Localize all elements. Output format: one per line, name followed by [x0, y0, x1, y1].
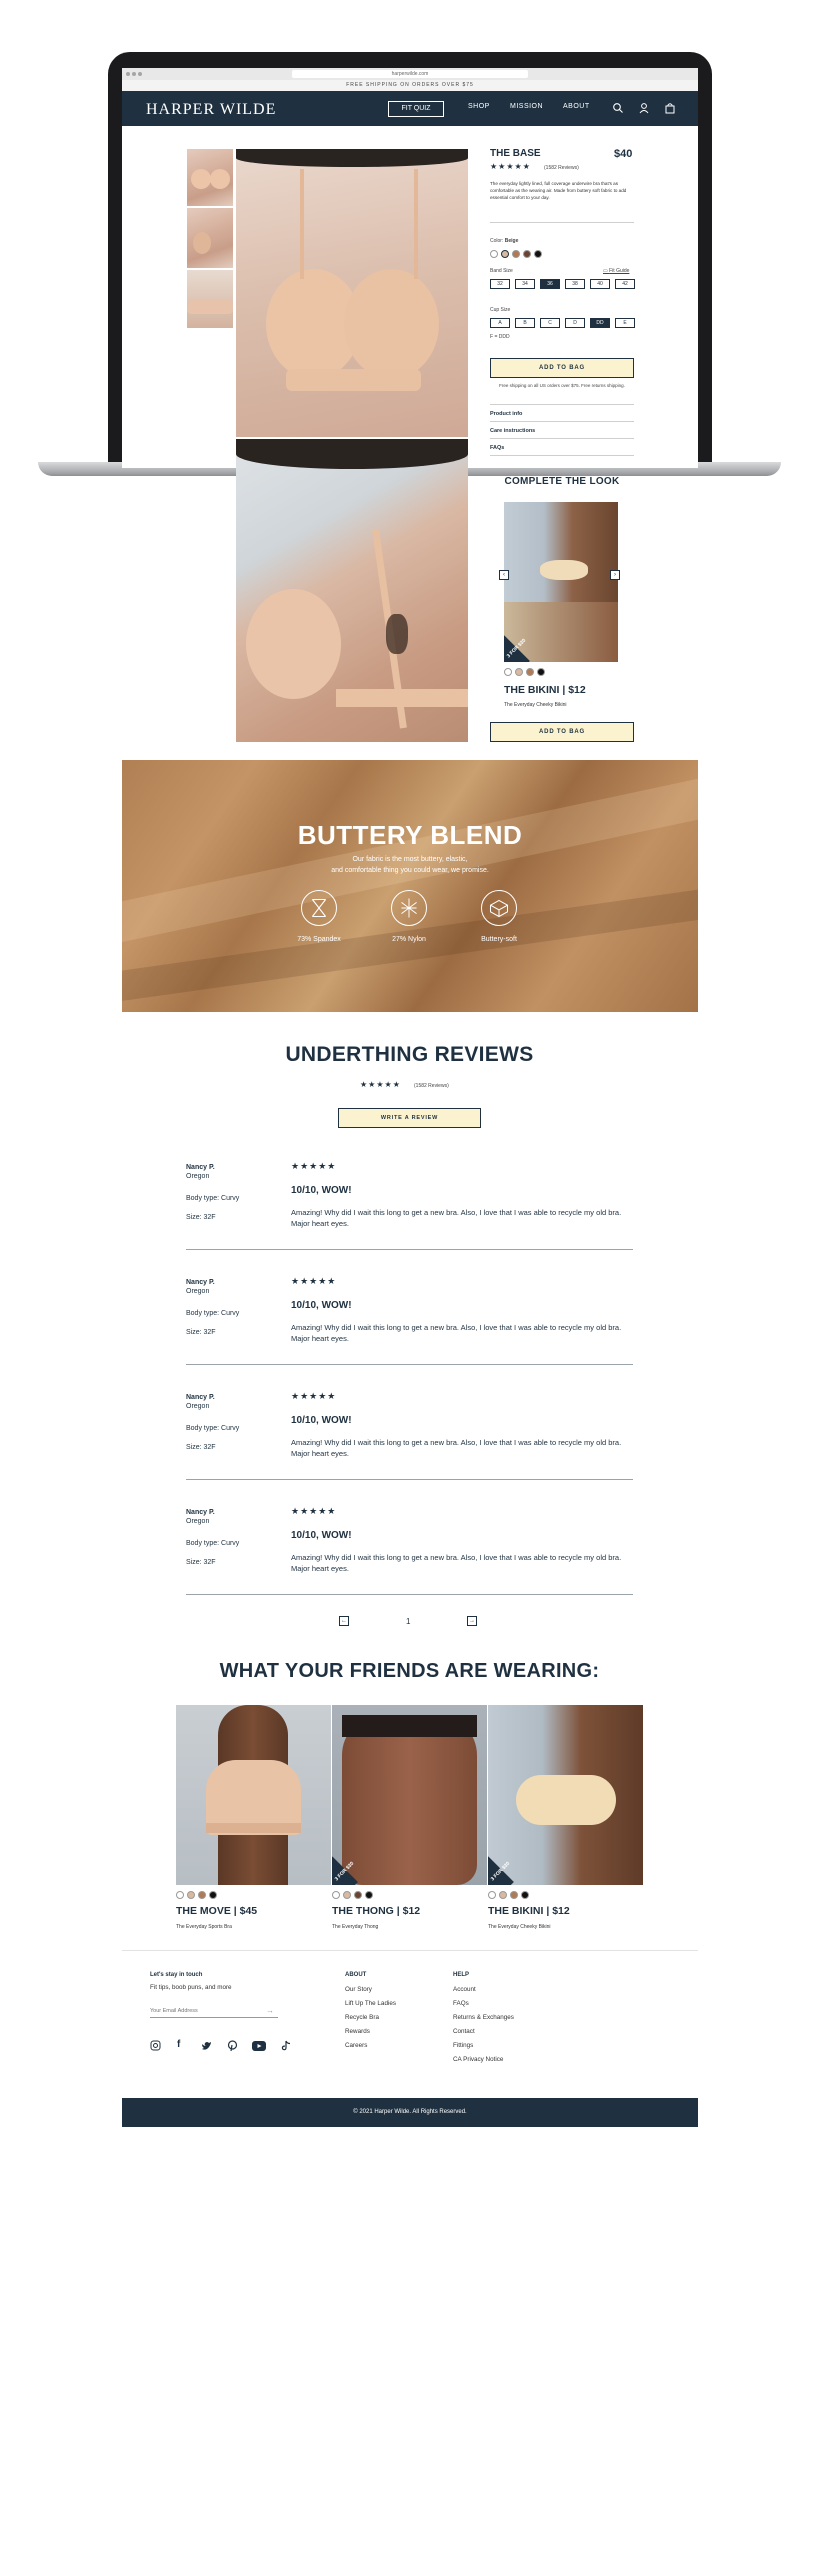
reviews-count: (1582 Reviews)	[414, 1083, 449, 1089]
thumbnail-2[interactable]	[187, 208, 233, 268]
swatch-white[interactable]	[332, 1891, 340, 1899]
swatch-black[interactable]	[534, 250, 542, 258]
review-stars: ★★★★★	[291, 1161, 337, 1171]
cup-size-b[interactable]: B	[515, 318, 535, 328]
facebook-icon[interactable]: f	[177, 2039, 181, 2050]
footer-link-recycle[interactable]: Recycle Bra	[345, 2014, 379, 2021]
reviewer-body-type: Body type: Curvy	[186, 1425, 240, 1432]
reviews-stars: ★★★★★	[360, 1080, 401, 1089]
swatch-brown[interactable]	[354, 1891, 362, 1899]
accordion-faqs[interactable]: FAQs	[490, 445, 505, 451]
reviewer-location: Oregon	[186, 1518, 210, 1525]
cup-size-label: Cup Size	[490, 307, 511, 313]
product-image-front	[236, 149, 468, 437]
shipping-note: Free shipping on all US orders over $75. Free returns shipping.	[499, 383, 625, 388]
band-size-40[interactable]: 40	[590, 279, 610, 289]
nav-shop[interactable]: SHOP	[468, 103, 490, 110]
reviews-title: UNDERTHING REVIEWS	[285, 1043, 534, 1066]
reviewer-body-type: Body type: Curvy	[186, 1195, 240, 1202]
footer-link-fittings[interactable]: Fittings	[453, 2042, 474, 2049]
friend-image-move[interactable]	[176, 1705, 331, 1885]
friend-image-bikini[interactable]	[488, 1705, 643, 1885]
divider	[490, 438, 634, 439]
nav-about[interactable]: ABOUT	[563, 103, 590, 110]
reviewer-location: Oregon	[186, 1403, 210, 1410]
accordion-care-instructions[interactable]: Care instructions	[490, 428, 536, 434]
spandex-icon	[301, 890, 337, 926]
newsletter-title: Let's stay in touch	[150, 1972, 203, 1978]
swatch-beige[interactable]	[343, 1891, 351, 1899]
window-minimize-dot[interactable]	[132, 72, 136, 76]
color-label: Color: Beige	[490, 238, 519, 244]
address-bar[interactable]: harperwilde.com	[292, 70, 528, 78]
pagination-current-page: 1	[406, 1617, 411, 1626]
friend-thong-badge: 3 FOR $30	[333, 1860, 356, 1883]
reviewer-name: Nancy P.	[186, 1279, 215, 1286]
friend-bikini-badge: 3 FOR $30	[489, 1860, 512, 1883]
review-headline: 10/10, WOW!	[291, 1415, 352, 1426]
newsletter-submit-arrow-icon[interactable]: →	[266, 2006, 274, 2015]
reviewer-location: Oregon	[186, 1173, 210, 1180]
color-value: Beige	[504, 238, 519, 244]
swatch-white[interactable]	[488, 1891, 496, 1899]
friend-sub-thong: The Everyday Thong	[332, 1924, 379, 1930]
cup-size-dd[interactable]: DD	[590, 318, 610, 328]
swatch-white[interactable]	[176, 1891, 184, 1899]
carousel-next-arrow-icon[interactable]: ›	[610, 570, 620, 580]
footer-link-careers[interactable]: Careers	[345, 2042, 368, 2049]
reviewer-name: Nancy P.	[186, 1164, 215, 1171]
friends-title: WHAT YOUR FRIENDS ARE WEARING:	[219, 1660, 600, 1682]
friend-name-bikini[interactable]: THE BIKINI | $12	[488, 1905, 570, 1917]
band-size-42[interactable]: 42	[615, 279, 635, 289]
footer-divider	[122, 1950, 698, 1951]
reviewer-size: Size: 32F	[186, 1329, 216, 1336]
footer-link-faqs[interactable]: FAQs	[453, 2000, 469, 2007]
reviewer-name: Nancy P.	[186, 1509, 215, 1516]
swatch-tan[interactable]	[198, 1891, 206, 1899]
review-text: Amazing! Why did I wait this long to get a new bra. Also, I love that I was able to recycle my old bra. Major heart eyes.	[291, 1323, 622, 1343]
nylon-icon	[391, 890, 427, 926]
product-description: The everyday lightly lined, full coverage underwire bra that's as comfortable as the wearing air. Made from buttery soft fabric to add essential comfort to your day.	[490, 181, 627, 200]
divider	[490, 455, 634, 456]
swatch-brown[interactable]	[523, 250, 531, 258]
friend-sub-bikini: The Everyday Cheeky Bikini	[488, 1924, 551, 1930]
complete-the-look-title: COMPLETE THE LOOK	[504, 476, 620, 487]
footer-link-account[interactable]: Account	[453, 1986, 476, 1993]
swatch-tan[interactable]	[526, 668, 534, 676]
accordion-product-info[interactable]: Product info	[490, 411, 523, 417]
reviewer-size: Size: 32F	[186, 1559, 216, 1566]
review-headline: 10/10, WOW!	[291, 1185, 352, 1196]
complete-look-add-to-bag-button[interactable]: ADD TO BAG	[490, 722, 634, 742]
complete-look-image[interactable]	[504, 502, 618, 662]
blend-title: BUTTERY BLEND	[297, 820, 523, 850]
announcement-bar: FREE SHIPPING ON ORDERS OVER $75	[122, 80, 698, 91]
newsletter-subtitle: Fit tips, boob puns, and more	[150, 1984, 232, 1991]
swatch-white[interactable]	[490, 250, 498, 258]
review-headline: 10/10, WOW!	[291, 1530, 352, 1541]
nav-mission[interactable]: MISSION	[510, 103, 544, 110]
review-text: Amazing! Why did I wait this long to get a new bra. Also, I love that I was able to recycle my old bra. Major heart eyes.	[291, 1553, 622, 1573]
product-price: $40	[614, 148, 633, 160]
buttery-soft-icon	[481, 890, 517, 926]
buttery-blend-banner	[122, 760, 698, 1012]
reviewer-location: Oregon	[186, 1288, 210, 1295]
review-divider	[186, 1479, 633, 1480]
friend-image-thong[interactable]	[332, 1705, 487, 1885]
add-to-bag-button[interactable]: ADD TO BAG	[490, 358, 634, 378]
divider	[490, 222, 634, 223]
account-icon[interactable]	[638, 102, 650, 114]
footer-link-our-story[interactable]: Our Story	[345, 1986, 372, 1993]
thumbnail-1[interactable]	[187, 149, 233, 206]
product-rating-stars[interactable]: ★★★★★	[490, 162, 531, 171]
footer-link-lift-up[interactable]: Lift Up The Ladies	[345, 2000, 396, 2007]
reviewer-size: Size: 32F	[186, 1214, 216, 1221]
shopping-bag-icon[interactable]	[664, 102, 676, 114]
review-divider	[186, 1249, 633, 1250]
footer-link-contact[interactable]: Contact	[453, 2028, 475, 2035]
cup-size-c[interactable]: C	[540, 318, 560, 328]
band-size-38[interactable]: 38	[565, 279, 585, 289]
review-text: Amazing! Why did I wait this long to get a new bra. Also, I love that I was able to recycle my old bra. Major heart eyes.	[291, 1438, 622, 1458]
window-zoom-dot[interactable]	[138, 72, 142, 76]
copyright-bar: © 2021 Harper Wilde. All Rights Reserved.	[122, 2098, 698, 2127]
complete-look-sub: The Everyday Cheeky Bikini	[504, 702, 567, 708]
site-header	[122, 91, 698, 126]
swatch-beige[interactable]	[187, 1891, 195, 1899]
promo-badge-text: 3 FOR $30	[505, 637, 528, 660]
swatch-beige[interactable]	[515, 668, 523, 676]
divider	[490, 404, 634, 405]
friend-sub-move: The Everyday Sports Bra	[176, 1924, 232, 1930]
thumbnail-3[interactable]	[187, 270, 233, 328]
blend-feature-buttery-soft: Buttery-soft	[481, 936, 517, 943]
review-stars: ★★★★★	[291, 1391, 337, 1401]
reviewer-size: Size: 32F	[186, 1444, 216, 1451]
friend-name-thong[interactable]: THE THONG | $12	[332, 1905, 421, 1917]
carousel-prev-arrow-icon[interactable]: ‹	[499, 570, 509, 580]
ruler-icon: ▭	[603, 268, 610, 274]
fit-quiz-button[interactable]: FIT QUIZ	[388, 101, 444, 117]
twitter-icon[interactable]	[201, 2041, 212, 2051]
divider	[490, 421, 634, 422]
band-size-label: Band Size	[490, 268, 513, 274]
write-review-button[interactable]: WRITE A REVIEW	[338, 1108, 481, 1128]
reviewer-name: Nancy P.	[186, 1394, 215, 1401]
band-size-32[interactable]: 32	[490, 279, 510, 289]
reviewer-body-type: Body type: Curvy	[186, 1310, 240, 1317]
swatch-black[interactable]	[209, 1891, 217, 1899]
review-stars: ★★★★★	[291, 1506, 337, 1516]
cup-size-a[interactable]: A	[490, 318, 510, 328]
swatch-black[interactable]	[365, 1891, 373, 1899]
footer-link-rewards[interactable]: Rewards	[345, 2028, 370, 2035]
swatch-black[interactable]	[537, 668, 545, 676]
pinterest-icon[interactable]	[227, 2040, 238, 2051]
youtube-icon[interactable]	[252, 2041, 266, 2051]
review-headline: 10/10, WOW!	[291, 1300, 352, 1311]
review-divider	[186, 1594, 633, 1595]
blend-subtitle-line2: and comfortable thing you could wear, we promise.	[331, 867, 489, 874]
site-logo[interactable]: HARPER WILDE	[146, 101, 277, 118]
swatch-tan[interactable]	[512, 250, 520, 258]
swatch-black[interactable]	[521, 1891, 529, 1899]
footer-help-title: HELP	[453, 1972, 470, 1978]
footer-link-ca-privacy[interactable]: CA Privacy Notice	[453, 2056, 504, 2063]
search-icon[interactable]	[612, 102, 624, 114]
blend-feature-nylon: 27% Nylon	[392, 936, 426, 943]
product-image-side	[236, 439, 468, 742]
swatch-white[interactable]	[504, 668, 512, 676]
friend-name-move[interactable]: THE MOVE | $45	[176, 1905, 258, 1917]
band-size-36[interactable]: 36	[540, 279, 560, 289]
swatch-beige[interactable]	[499, 1891, 507, 1899]
cup-size-d[interactable]: D	[565, 318, 585, 328]
swatch-tan[interactable]	[510, 1891, 518, 1899]
complete-look-name[interactable]: THE BIKINI | $12	[504, 684, 586, 696]
footer-about-title: ABOUT	[345, 1972, 367, 1978]
band-size-34[interactable]: 34	[515, 279, 535, 289]
review-divider	[186, 1364, 633, 1365]
product-title: THE BASE	[490, 148, 541, 159]
fit-guide-link[interactable]: ▭ Fit Guide	[603, 268, 630, 274]
swatch-beige[interactable]	[501, 250, 509, 258]
window-close-dot[interactable]	[126, 72, 130, 76]
pagination-next-icon[interactable]: →	[469, 1618, 475, 1624]
footer-link-returns[interactable]: Returns & Exchanges	[453, 2014, 514, 2021]
review-text: Amazing! Why did I wait this long to get a new bra. Also, I love that I was able to recycle my old bra. Major heart eyes.	[291, 1208, 622, 1228]
cup-size-e[interactable]: E	[615, 318, 635, 328]
size-note: F = DDD	[490, 334, 510, 340]
blend-subtitle-line1: Our fabric is the most buttery, elastic,	[352, 856, 468, 863]
product-review-count[interactable]: (1582 Reviews)	[544, 165, 579, 171]
pagination-prev-icon[interactable]: ←	[341, 1618, 347, 1624]
reviewer-body-type: Body type: Curvy	[186, 1540, 240, 1547]
instagram-icon[interactable]	[150, 2040, 161, 2051]
review-stars: ★★★★★	[291, 1276, 337, 1286]
newsletter-email-input[interactable]	[150, 2004, 278, 2018]
blend-feature-spandex: 73% Spandex	[297, 936, 341, 943]
tiktok-icon[interactable]	[281, 2040, 291, 2051]
